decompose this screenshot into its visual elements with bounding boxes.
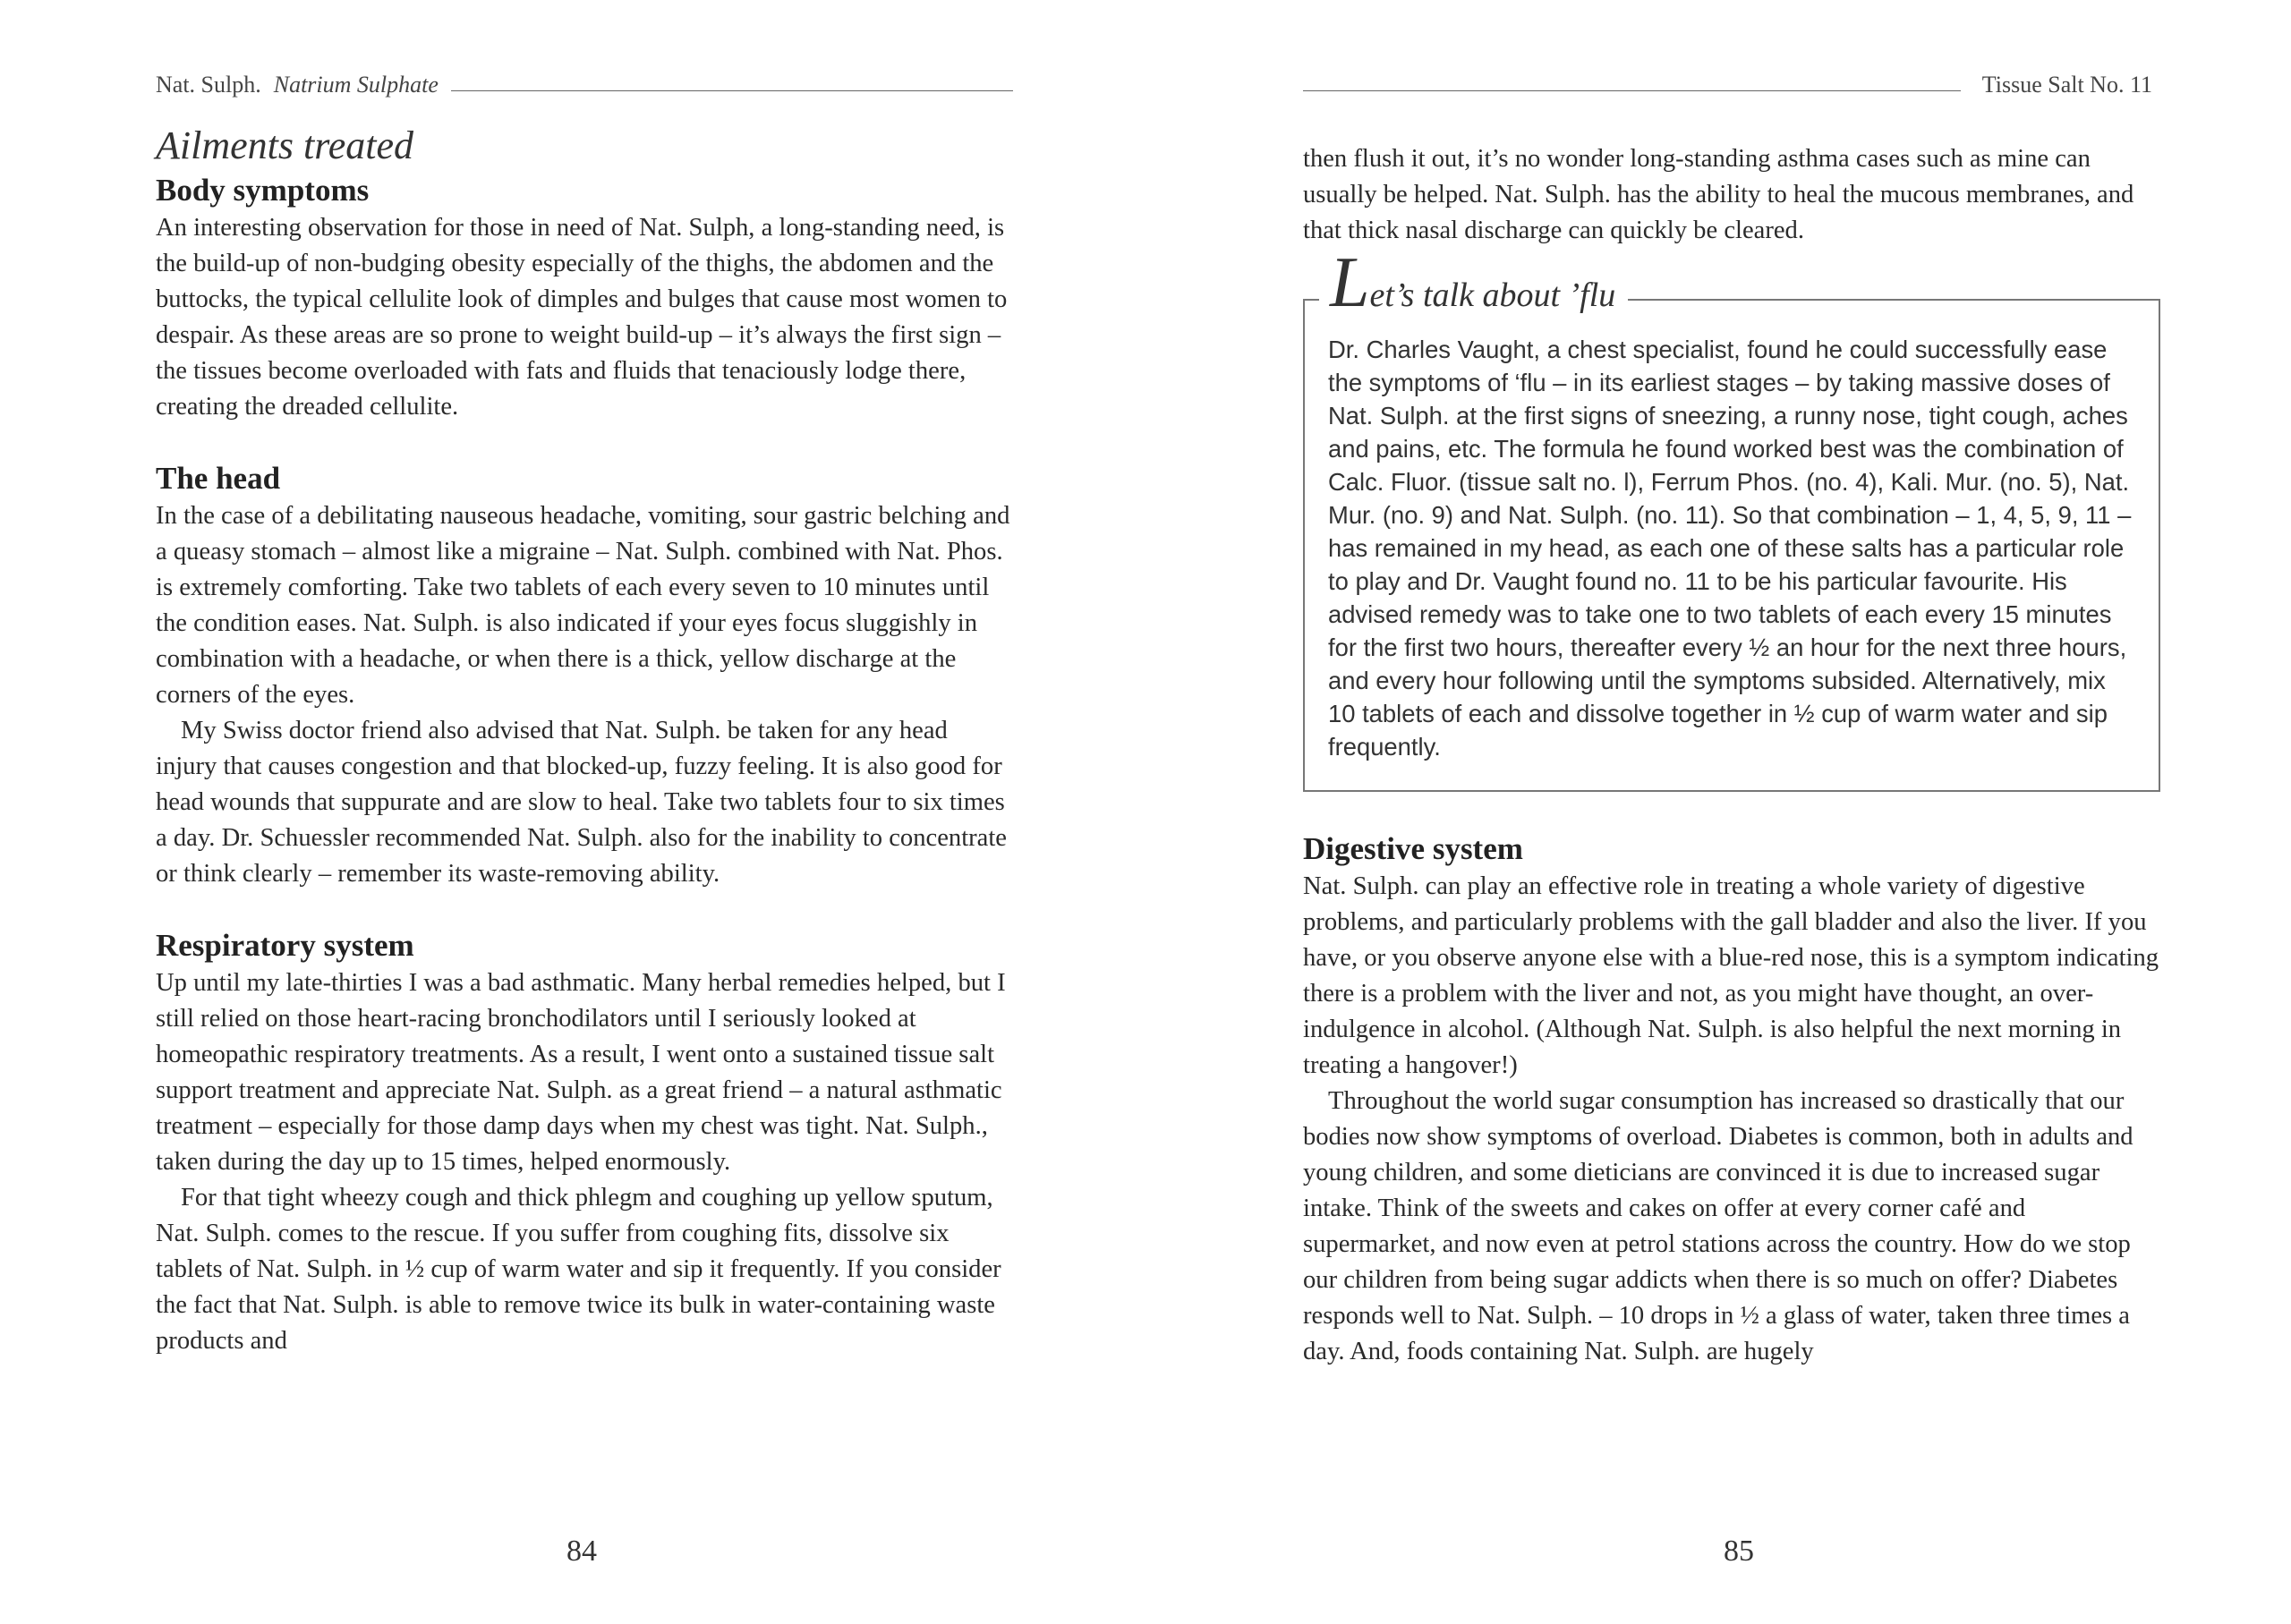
paragraph: Throughout the world sugar consumption has increased so drastically that our bodies now show symptoms of overload. Diabetes is common, both in adults and young children, and some dieticians are convinced it is due to increased sugar intake. Think of the sweets and cakes on offer at every corner café and supermarket, and now even at petrol stations across the country. How do we stop our children from being sugar addicts when there is so much on offer? Diabetes responds well to Nat. Sulph. – 10 drops in ½ a glass of water, taken three times a day. And, foods containing Nat. Sulph. are hugely [1303, 1087, 2133, 1365]
paragraph: Up until my late-thirties I was a bad asthmatic. Many herbal remedies helped, but I still relied on those heart-racing bronchodilators until I seriously looked at homeopathic respiratory treatments. As a result, I went onto a sustained tissue salt support treatment and appreciate Nat. Sulph. as a great friend – a natural asthmatic treatment – especially for those damp days when my chest was tight. Nat. Sulph., taken during the day up to 15 times, helped enormously. [156, 969, 1006, 1176]
page-number-right: 85 [1724, 1535, 1754, 1568]
paragraph: In the case of a debilitating nauseous headache, vomiting, sour gastric belching and a queasy stomach – almost like a migraine – Nat. Sulph. combined with Nat. Phos. is extremely comforting. Take two tablets of each every seven to 10 minutes until the condition eases. Nat. Sulph. is also indicated if your eyes focus sluggishly in combination with a headache, or when there is a thick, yellow discharge at the corners of the eyes. [156, 502, 1010, 709]
running-head-right [1303, 63, 2152, 98]
sidebar-title-rest: et’s talk about ’flu [1369, 276, 1616, 314]
sidebar-title-initial: L [1330, 243, 1370, 322]
left-text-column [156, 121, 1013, 1359]
running-head-title: Tissue Salt No. 11 [1981, 72, 2152, 98]
running-head-rule [451, 90, 1013, 91]
running-head-rule [1303, 90, 1961, 91]
running-head-left [156, 63, 1013, 98]
paragraph: An interesting observation for those in need of Nat. Sulph, a long-standing need, is the build-up of non-budging obesity especially of the thighs, the abdomen and the buttocks, the typical cellulite look of dimples and bulges that cause most women to despair. As these areas are so prone to weight build-up – it’s always the first sign – the tissues become overloaded with fats and fluids that tenaciously lodge there, creating the dreaded cellulite. [156, 214, 1008, 421]
running-head-full-name: Natrium Sulphate [273, 72, 439, 98]
flu-sidebar-box [1303, 243, 2160, 792]
continuation-paragraph: then flush it out, it’s no wonder long-standing asthma cases such as mine can usually be helped. Nat. Sulph. has the ability to heal the mucous membranes, and that thick nasal discharge can quickly be cleared. [1303, 145, 2134, 244]
section-heading-respiratory-system: Respiratory system [156, 928, 414, 963]
sidebar-title [1319, 243, 1628, 322]
running-head-abbrev: Nat. Sulph. [156, 72, 261, 98]
paragraph: For that tight wheezy cough and thick phlegm and coughing up yellow sputum, Nat. Sulph. comes to the rescue. If you suffer from coughing fits, dissolve six tablets of Nat. Sulph. in ½ cup of warm water and sip it frequently. If you consider the fact that Nat. Sulph. is able to remove twice its bulk in water-containing waste products and [156, 1184, 1001, 1355]
section-heading-digestive-system: Digestive system [1303, 831, 1523, 866]
paragraph: My Swiss doctor friend also advised that Nat. Sulph. be taken for any head injury that causes congestion and that blocked-up, fuzzy feeling. It is also good for head wounds that suppurate and are slow to heal. Take two tablets four to six times a day. Dr. Schuessler recommended Nat. Sulph. also for the inability to concentrate or think clearly – remember its waste-removing ability. [156, 717, 1007, 888]
right-text-column [1303, 141, 2160, 1370]
section-heading-the-head: The head [156, 461, 281, 496]
chapter-title: Ailments treated [156, 123, 413, 167]
right-page [1146, 0, 2291, 1624]
sidebar-body: Dr. Charles Vaught, a chest specialist, found he could successfully ease the symptoms of ‘flu – in its earliest stages – by taking massive doses of Nat. Sulph. at the first signs of sneezing, a runny nose, tight cough, aches and pains, etc. The formula he found worked best was the combination of Calc. Fluor. (tissue salt no. l), Ferrum Phos. (no. 4), Kali. Mur. (no. 5), Nat. Mur. (no. 9) and Nat. Sulph. (no. 11). So that combination – 1, 4, 5, 9, 11 – has remained in my head, as each one of these salts has a particular role to play and Dr. Vaught found no. 11 to be his particular favourite. His advised remedy was to take one to two tablets of each every 15 minutes for the first two hours, thereafter every ½ an hour for the next three hours, and every hour following until the symptoms subsided. Alternatively, mix 10 tablets of each and dissolve together in ½ cup of warm water and sip frequently. [1328, 336, 2132, 761]
section-heading-body-symptoms: Body symptoms [156, 173, 370, 208]
page-number-left: 84 [566, 1535, 597, 1568]
paragraph: Nat. Sulph. can play an effective role in treating a whole variety of digestive problems, and particularly problems with the gall bladder and also the liver. If you have, or you observe anyone else with a blue-red nose, this is a symptom indicating there is a problem with the liver and not, as you might have thought, an over-indulgence in alcohol. (Although Nat. Sulph. is also helpful the next morning in treating a hangover!) [1303, 872, 2159, 1079]
